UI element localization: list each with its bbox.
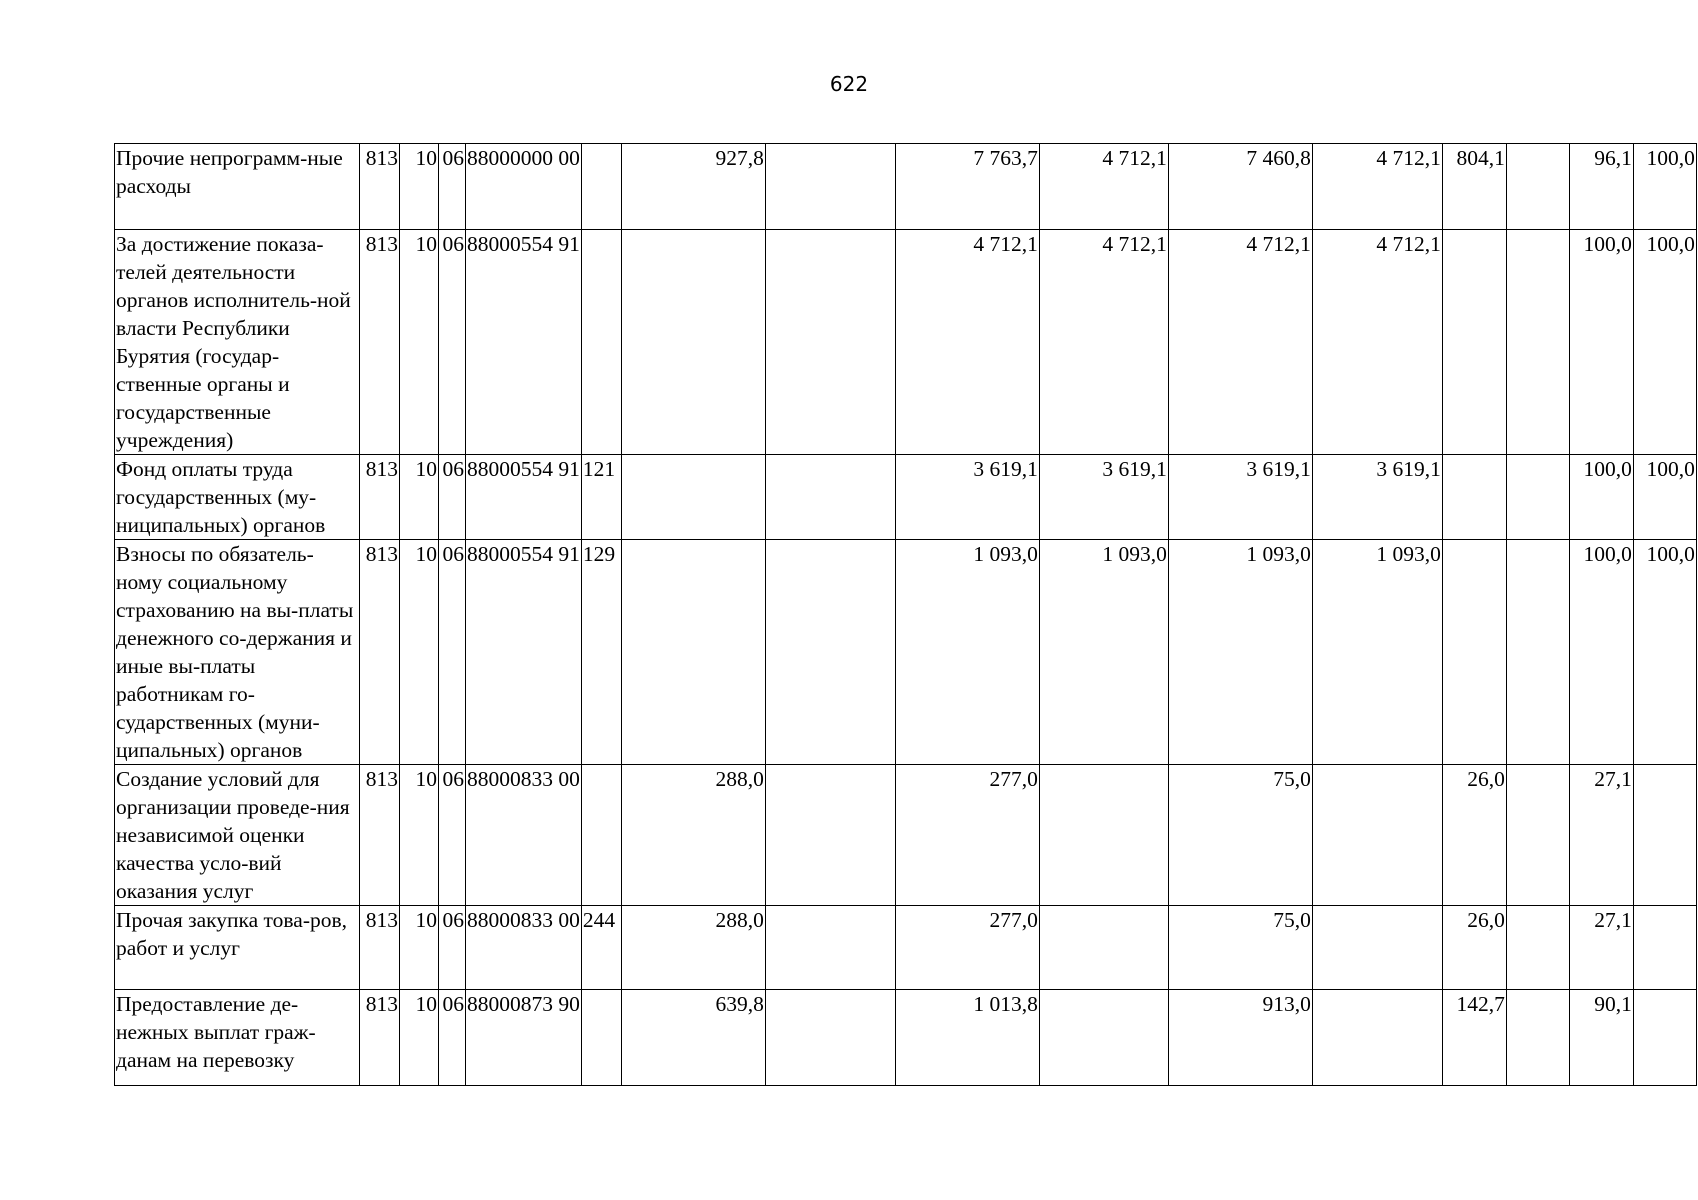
row-name-cell: Прочие непрограмм-ные расходы (115, 144, 360, 230)
value-cell-4: 4 712,1 (1039, 144, 1168, 230)
value-cell-3: 277,0 (895, 765, 1039, 906)
value-cell-4: 4 712,1 (1039, 230, 1168, 455)
value-cell-5: 75,0 (1168, 906, 1312, 990)
subsection-code-cell: 06 (439, 144, 466, 230)
value-cell-6 (1312, 990, 1442, 1086)
expense-type-cell (581, 765, 621, 906)
page-number: 622 (829, 72, 869, 96)
value-cell-2 (765, 540, 895, 765)
value-cell-5: 4 712,1 (1168, 230, 1312, 455)
subsection-code-cell: 06 (439, 906, 466, 990)
table-row (115, 455, 1697, 540)
value-cell-4: 3 619,1 (1039, 455, 1168, 540)
value-cell-5: 7 460,8 (1168, 144, 1312, 230)
table-row (115, 990, 1697, 1086)
value-cell-6: 4 712,1 (1312, 144, 1442, 230)
value-cell-2 (765, 990, 895, 1086)
row-name-cell: Взносы по обязатель-ному социальному страхованию на вы-платы денежного со-держания и иные вы-платы работникам го-сударственных (муни-ципальных) органов (115, 540, 360, 765)
expense-type-cell: 129 (581, 540, 621, 765)
table-row (115, 230, 1697, 455)
value-cell-6 (1312, 765, 1442, 906)
value-cell-8 (1506, 906, 1569, 990)
value-cell-7: 142,7 (1442, 990, 1506, 1086)
value-cell-8 (1506, 230, 1569, 455)
value-cell-7 (1442, 540, 1506, 765)
expense-type-cell (581, 144, 621, 230)
section-code-cell: 10 (400, 765, 439, 906)
target-article-cell: 88000554 91 (466, 540, 582, 765)
value-cell-6 (1312, 906, 1442, 990)
value-cell-1: 639,8 (621, 990, 765, 1086)
value-cell-4 (1039, 990, 1168, 1086)
target-article-cell: 88000554 91 (466, 230, 582, 455)
expense-type-cell: 244 (581, 906, 621, 990)
value-cell-10: 100,0 (1633, 230, 1696, 455)
value-cell-6: 1 093,0 (1312, 540, 1442, 765)
value-cell-1 (621, 230, 765, 455)
value-cell-7 (1442, 230, 1506, 455)
value-cell-7: 26,0 (1442, 906, 1506, 990)
subsection-code-cell: 06 (439, 540, 466, 765)
value-cell-1 (621, 540, 765, 765)
glav-code-cell: 813 (360, 765, 400, 906)
value-cell-8 (1506, 540, 1569, 765)
value-cell-3: 1 013,8 (895, 990, 1039, 1086)
value-cell-2 (765, 765, 895, 906)
target-article-cell: 88000833 00 (466, 906, 582, 990)
value-cell-9: 100,0 (1569, 230, 1633, 455)
value-cell-3: 3 619,1 (895, 455, 1039, 540)
target-article-cell: 88000554 91 (466, 455, 582, 540)
value-cell-4 (1039, 765, 1168, 906)
subsection-code-cell: 06 (439, 990, 466, 1086)
value-cell-9: 27,1 (1569, 906, 1633, 990)
value-cell-10: 100,0 (1633, 144, 1696, 230)
value-cell-5: 1 093,0 (1168, 540, 1312, 765)
value-cell-6: 3 619,1 (1312, 455, 1442, 540)
target-article-cell: 88000000 00 (466, 144, 582, 230)
value-cell-10: 100,0 (1633, 540, 1696, 765)
row-name-cell: Создание условий для организации проведе-ния независимой оценки качества усло-вий оказания услуг (115, 765, 360, 906)
value-cell-1: 288,0 (621, 906, 765, 990)
target-article-cell: 88000873 90 (466, 990, 582, 1086)
glav-code-cell: 813 (360, 906, 400, 990)
value-cell-3: 7 763,7 (895, 144, 1039, 230)
value-cell-9: 100,0 (1569, 455, 1633, 540)
expense-type-cell (581, 990, 621, 1086)
target-article-cell: 88000833 00 (466, 765, 582, 906)
value-cell-7: 804,1 (1442, 144, 1506, 230)
value-cell-1: 927,8 (621, 144, 765, 230)
value-cell-8 (1506, 455, 1569, 540)
section-code-cell: 10 (400, 144, 439, 230)
glav-code-cell: 813 (360, 990, 400, 1086)
expense-type-cell: 121 (581, 455, 621, 540)
value-cell-10 (1633, 990, 1696, 1086)
value-cell-9: 96,1 (1569, 144, 1633, 230)
value-cell-8 (1506, 144, 1569, 230)
value-cell-10: 100,0 (1633, 455, 1696, 540)
value-cell-9: 27,1 (1569, 765, 1633, 906)
row-name-cell: Предоставление де-нежных выплат граж-данам на перевозку (115, 990, 360, 1086)
budget-table (114, 143, 1697, 1086)
value-cell-7 (1442, 455, 1506, 540)
value-cell-9: 100,0 (1569, 540, 1633, 765)
value-cell-6: 4 712,1 (1312, 230, 1442, 455)
section-code-cell: 10 (400, 455, 439, 540)
value-cell-4: 1 093,0 (1039, 540, 1168, 765)
row-name-cell: За достижение показа-телей деятельности органов исполнитель-ной власти Республики Бурятия (государ-ственные органы и государственные учреждения) (115, 230, 360, 455)
table-row (115, 906, 1697, 990)
value-cell-2 (765, 906, 895, 990)
value-cell-9: 90,1 (1569, 990, 1633, 1086)
subsection-code-cell: 06 (439, 765, 466, 906)
value-cell-1: 288,0 (621, 765, 765, 906)
table-row (115, 540, 1697, 765)
row-name-cell: Прочая закупка това-ров, работ и услуг (115, 906, 360, 990)
table-row (115, 765, 1697, 906)
subsection-code-cell: 06 (439, 455, 466, 540)
value-cell-3: 1 093,0 (895, 540, 1039, 765)
glav-code-cell: 813 (360, 144, 400, 230)
value-cell-4 (1039, 906, 1168, 990)
value-cell-5: 913,0 (1168, 990, 1312, 1086)
section-code-cell: 10 (400, 906, 439, 990)
value-cell-2 (765, 455, 895, 540)
value-cell-5: 75,0 (1168, 765, 1312, 906)
section-code-cell: 10 (400, 990, 439, 1086)
value-cell-8 (1506, 765, 1569, 906)
subsection-code-cell: 06 (439, 230, 466, 455)
glav-code-cell: 813 (360, 540, 400, 765)
value-cell-2 (765, 144, 895, 230)
value-cell-2 (765, 230, 895, 455)
value-cell-8 (1506, 990, 1569, 1086)
table-row (115, 144, 1697, 230)
glav-code-cell: 813 (360, 230, 400, 455)
value-cell-10 (1633, 906, 1696, 990)
expense-type-cell (581, 230, 621, 455)
row-name-cell: Фонд оплаты труда государственных (му-ниципальных) органов (115, 455, 360, 540)
table-body (115, 144, 1697, 1086)
value-cell-10 (1633, 765, 1696, 906)
value-cell-3: 4 712,1 (895, 230, 1039, 455)
section-code-cell: 10 (400, 230, 439, 455)
section-code-cell: 10 (400, 540, 439, 765)
value-cell-5: 3 619,1 (1168, 455, 1312, 540)
value-cell-3: 277,0 (895, 906, 1039, 990)
glav-code-cell: 813 (360, 455, 400, 540)
value-cell-7: 26,0 (1442, 765, 1506, 906)
value-cell-1 (621, 455, 765, 540)
